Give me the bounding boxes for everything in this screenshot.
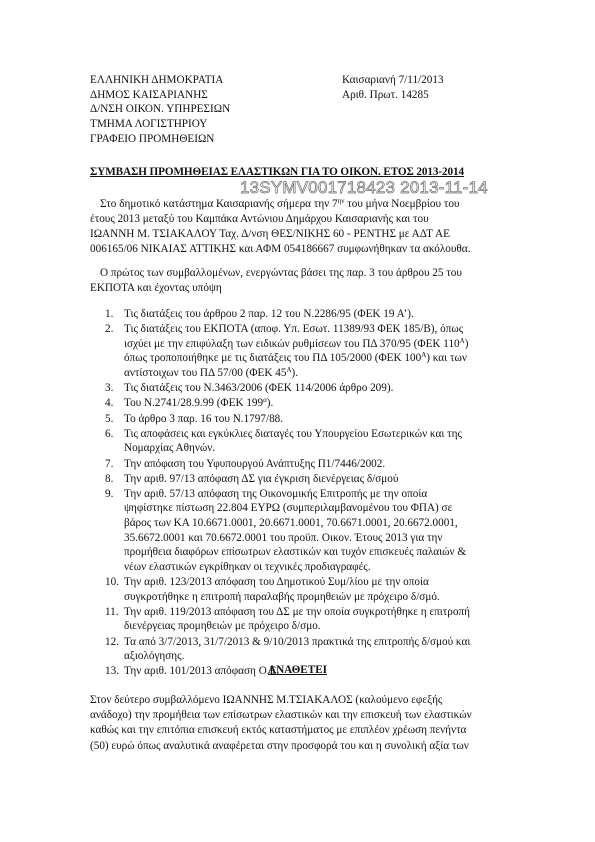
list-item-number: 10. [105,576,119,589]
closing-line: (50) ευρώ όπως αναλυτικά αναφέρεται στην προσφορά του και η συνολική αξία των [90,739,469,752]
list-item-text: Τις διατάξεις του άρθρου 2 παρ. 12 του Ν.2286/95 (ΦΕΚ 19 Α’). [124,308,414,320]
list-item [105,396,515,411]
issuer-line: Δ/ΝΣΗ ΟΙΚΟΝ. ΥΠΗΡΕΣΙΩΝ [90,103,231,116]
list-item [105,412,515,427]
intro-line [90,197,515,212]
list-item-text: Τα από 3/7/2013, 31/7/2013 & 9/10/2013 πρακτικά της επιτροπής δ/σμού και [124,635,471,648]
place-date: Καισαριανή 7/11/2013 [342,74,444,86]
intro-paragraph [90,197,515,257]
list-item-text: προμήθεια διαφόρων επίσωτρων ελαστικών και τυχόν επισκευές παλαιών & [124,546,467,559]
issuer-block [90,73,230,147]
list-item [105,307,515,322]
intro-line: 006165/06 ΝΙΚΑΙΑΣ ΑΤΤΙΚΗΣ και ΑΦΜ 054186667 συμφωνήθηκαν τα ακόλουθα. [90,242,471,255]
list-item-text: Την απόφαση του Υφυπουργού Ανάπτυξης Π1/7446/2002. [124,457,386,470]
list-item-text: Τις διατάξεις του ΕΚΠΟΤΑ (αποφ. Υπ. Εσωτ. 11389/93 ΦΕΚ 185/Β), όπως [124,323,464,336]
considering-line: Ο πρώτος των συμβαλλομένων, ενεργώντας βάσει της παρ. 3 του άρθρου 25 του [100,267,462,279]
intro-line: έτους 2013 μεταξύ του Καμπάκα Αντώνιου Δημάρχου Καισαριανής και του [90,212,429,225]
list-item-text: Του Ν.2741/28.9.99 (ΦΕΚ $199^\alpha$). [124,396,274,410]
list-item-number: 11. [105,605,119,618]
closing-line: καθώς και την επιτόπια επισκευή εκτός καταστήματος με επιπλέον χρέωση πενήντα [90,724,467,737]
list-item-number: 13. [105,665,119,678]
issuer-line: ΔΗΜΟΣ ΚΑΙΣΑΡΙΑΝΗΣ [90,88,208,101]
issuer-line: ΓΡΑΦΕΙΟ ΠΡΟΜΗΘΕΙΩΝ [90,132,215,145]
list-item-text: Τις διατάξεις του Ν.3463/2006 (ΦΕΚ 114/2006 άρθρο 209). [124,382,394,395]
considering-paragraph [90,266,515,296]
list-item [105,427,515,456]
section-heading: ΑΝΑΘΕΤΕΙ [267,664,328,676]
list-item-number: 6. [105,427,114,440]
closing-paragraph [90,693,515,754]
list-item-number: 2. [105,323,114,336]
registration-stamp: 13SYMV001718423 2013-11-14 [240,178,488,197]
list-item [105,457,515,472]
list-item-text: όπως τροποποιήθηκε με τις διατάξεις του ΠΔ 105/2000 (ΦΕΚ $100^A$) και των [124,351,467,365]
list-item-number: 3. [105,382,114,395]
considerations-list [105,307,515,680]
list-item-text: Το άρθρο 3 παρ. 16 του Ν.1797/88. [124,412,284,425]
list-item-number: 5. [105,412,114,425]
closing-line: Στον δεύτερο συμβαλλόμενο ΙΩΑΝΝΗΣ Μ.ΤΣΙΑΚΑΛΟΣ (καλούμενο εφεξής [90,694,443,706]
list-item-text: ψηφίστηκε πίστωση 22.804 ΕΥΡΩ (συμπεριλαμβανομένου του ΦΠΑ) σε [124,502,453,515]
intro-line-text: Στο δημοτικό κατάστημα Καισαριανής σήμερα την $7^{\eta\nu}$ του μήνα Νοεμβρίου του [100,197,460,210]
list-item-text: Τις αποφάσεις και εγκύκλιες διαταγές του Υπουργείου Εσωτερικών και της [124,427,462,440]
issuer-line: ΕΛΛΗΝΙΚΗ ΔΗΜΟΚΡΑΤΙΑ [90,74,224,86]
list-item-number: 1. [105,308,114,320]
list-item [105,635,515,664]
list-item-text: βάρος των ΚΑ 10.6671.0001, 20.6671.0001, 70.6671.0001, 20.6672.0001, [124,517,458,530]
list-item-text: αξιολόγησης. [124,650,185,663]
list-item [105,605,515,634]
list-item-text: Την αριθ. 97/13 απόφαση ΔΣ για έγκριση διενέργειας δ/σμού [124,472,399,485]
list-item-text: 35.6672.0001 και 70.6672.0001 του προϋπ. Οικον. Έτους 2013 για την [124,531,443,544]
list-item-text: Την αριθ. 123/2013 απόφαση του Δημοτικού Συμ/λίου με την οποία [124,576,429,589]
list-item-number: 7. [105,457,114,470]
date-protocol-block [342,73,444,102]
list-item-text: Την αριθ. 101/2013 απόφαση Ο.Ε. [124,665,280,678]
considering-line: ΕΚΠΟΤΑ και έχοντας υπόψη [90,281,222,294]
issuer-line: ΤΜΗΜΑ ΛΟΓΙΣΤΗΡΙΟΥ [90,118,208,131]
list-item-text: Την αριθ. 57/13 απόφαση της Οικονομικής Επιτροπής με την οποία [124,487,428,500]
list-item-text: διενέργειας προμηθειών με πρόχειρο δ/σμο. [124,620,321,633]
list-item-text: Νομαρχίας Αθηνών. [124,442,216,455]
list-item-number: 8. [105,472,114,485]
list-item-text: ισχύει με την επιφύλαξη των ειδικών ρυθμίσεων του ΠΔ 370/95 (ΦΕΚ $110^A$) [124,336,469,350]
list-item [105,472,515,487]
list-item [105,322,515,380]
list-item-number: 12. [105,635,119,648]
intro-line: ΙΩΑΝΝΗ Μ. ΤΣΙΑΚΑΛΟΥ Ταχ. Δ/νση ΘΕΣ/ΝΙΚΗΣ 60 - ΡΕΝΤΗΣ με ΑΔΤ ΑΕ [90,227,450,240]
list-item [105,381,515,396]
list-item-text: νέων ελαστικών εγκρίθηκαν οι τεχνικές προδιαγραφές. [124,560,371,573]
list-item-number: 4. [105,397,114,410]
list-item-number: 9. [105,487,114,500]
protocol-number: Αριθ. Πρωτ. 14285 [342,88,429,101]
closing-line: ανάδοχο) την προμήθεια των επίσωτρων ελαστικών και την επισκευή των ελαστικών [90,709,472,722]
list-item [105,487,515,575]
list-item-text: αντίστοιχων του ΠΔ 57/00 (ΦΕΚ $45^A$). [124,365,299,379]
list-item [105,575,515,604]
list-item-text: Την αριθ. 119/2013 απόφαση του ΔΣ με την οποία συγκροτήθηκε η επιτροπή [124,605,470,618]
document-title: ΣΥΜΒΑΣΗ ΠΡΟΜΗΘΕΙΑΣ ΕΛΑΣΤΙΚΩΝ ΓΙΑ ΤΟ ΟΙΚΟΝ. ΕΤΟΣ 2013-2014 [90,166,464,178]
list-item-text: συγκροτήθηκε η επιτροπή παραλαβής προμηθειών με πρόχειρο δ/σμό. [124,590,440,603]
